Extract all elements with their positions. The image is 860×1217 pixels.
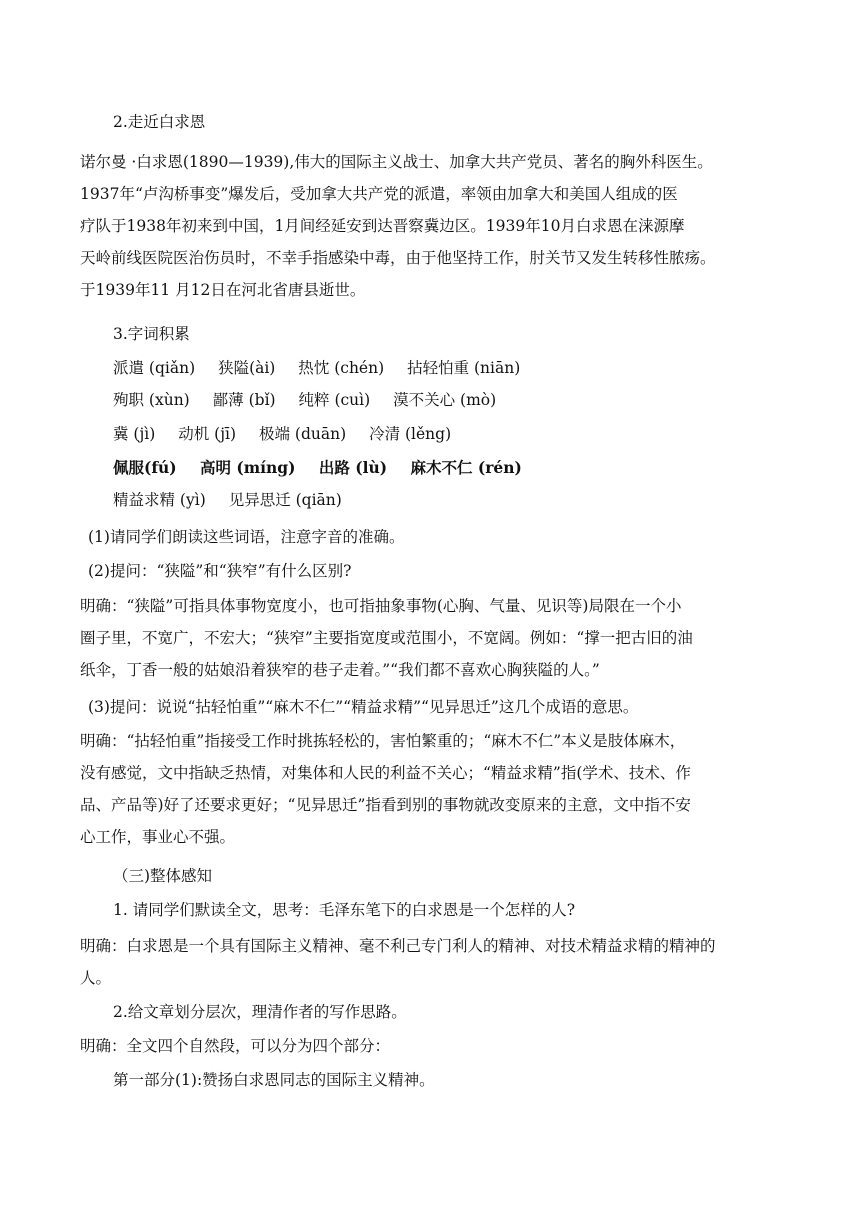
question-3: (3)提问：说说“拈轻怕重”“麻木不仁”“精益求精”“见异思迁”这几个成语的意思。 [88,698,639,716]
section-heading-overall-perception: （三)整体感知 [113,867,213,885]
task-2-answer: 明确：全文四个自然段，可以分为四个部分： [80,1037,391,1055]
vocab-row [113,490,833,510]
answer-2-line-2: 圈子里，不宽广，不宏大；“狭窄”主要指宽度或范围小，不宽阔。例如：“撑一把古旧的油 [80,629,693,647]
task-1-answer-line-2: 人。 [80,969,112,987]
question-1: (1)请同学们朗读这些词语，注意字音的准确。 [88,528,405,546]
vocab-item: 动机 (jī) [178,425,237,443]
vocab-item: 精益求精 (yì) [113,491,206,509]
vocab-item: 热忱 (chén) [298,359,385,377]
part-1: 第一部分(1):赞扬白求恩同志的国际主义精神。 [113,1071,435,1089]
task-1: 1. 请同学们默读全文，思考：毛泽东笔下的白求恩是一个怎样的人? [113,901,576,919]
vocab-item: 佩服(fú) [113,458,177,477]
vocab-row-bold [113,458,833,478]
section-heading-vocabulary: 3.字词积累 [113,325,190,343]
vocab-item: 纯粹 (cuì) [298,391,371,409]
answer-3-line-3: 品、产品等)好了还要求更好；“见异思迁”指看到别的事物就改变原来的主意，文中指不安 [80,796,691,814]
task-1-answer-line-1: 明确：白求恩是一个具有国际主义精神、毫不利己专门利人的精神、对技术精益求精的精神的 [80,937,716,955]
vocab-row [113,390,833,410]
vocab-item: 冀 (jì) [113,425,156,443]
answer-2-line-1: 明确：“狭隘”可指具体事物宽度小，也可指抽象事物(心胸、气量、见识等)局限在一个小 [80,597,682,615]
vocab-item: 极端 (duān) [258,425,347,443]
bio-line-2: 1937年“卢沟桥事变”爆发后，受加拿大共产党的派遣，率领由加拿大和美国人组成的医 [80,185,678,203]
vocab-item: 殉职 (xùn) [113,391,190,409]
bio-line-5: 于1939年11 月12日在河北省唐县逝世。 [80,281,366,299]
vocab-item: 拈轻怕重 (niān) [407,359,521,377]
bio-line-3: 疗队于1938年初来到中国，1月间经延安到达晋察冀边区。1939年10月白求恩在涞源摩 [80,217,685,235]
vocab-item: 派遣 (qiǎn) [113,359,196,377]
vocab-item: 高明 (míng) [200,458,296,477]
answer-3-line-1: 明确：“拈轻怕重”指接受工作时挑拣轻松的，害怕繁重的；“麻木不仁”本义是肢体麻木， [80,732,686,750]
vocab-item: 漠不关心 (mò) [393,391,497,409]
vocab-item: 鄙薄 (bǐ) [212,391,276,409]
bio-line-4: 天岭前线医院医治伤员时，不幸手指感染中毒，由于他坚持工作，肘关节又发生转移性脓疡。 [80,249,716,267]
answer-3-line-4: 心工作，事业心不强。 [80,828,236,846]
question-2: (2)提问：“狭隘”和“狭窄”有什么区别? [88,562,352,580]
vocab-item: 狭隘(ài) [218,359,276,377]
answer-3-line-2: 没有感觉，文中指缺乏热情，对集体和人民的利益不关心；“精益求精”指(学术、技术、作 [80,764,691,782]
vocab-item: 出路 (lù) [318,458,388,477]
vocab-item: 麻木不仁 (rén) [410,458,522,477]
answer-2-line-3: 纸伞，丁香一般的姑娘沿着狭窄的巷子走着。”“我们都不喜欢心胸狭隘的人。” [80,661,600,679]
vocab-item: 冷清 (lěng) [369,425,452,443]
vocab-row [113,424,833,444]
vocab-row [113,358,833,378]
bio-line-1: 诺尔曼 ·白求恩(1890—1939),伟大的国际主义战士、加拿大共产党员、著名的胸外科医生。 [80,153,713,171]
vocab-item: 见异思迁 (qiān) [228,491,342,509]
section-heading-approach-bethune: 2.走近白求恩 [113,113,206,131]
task-2: 2.给文章划分层次，理清作者的写作思路。 [113,1003,407,1021]
